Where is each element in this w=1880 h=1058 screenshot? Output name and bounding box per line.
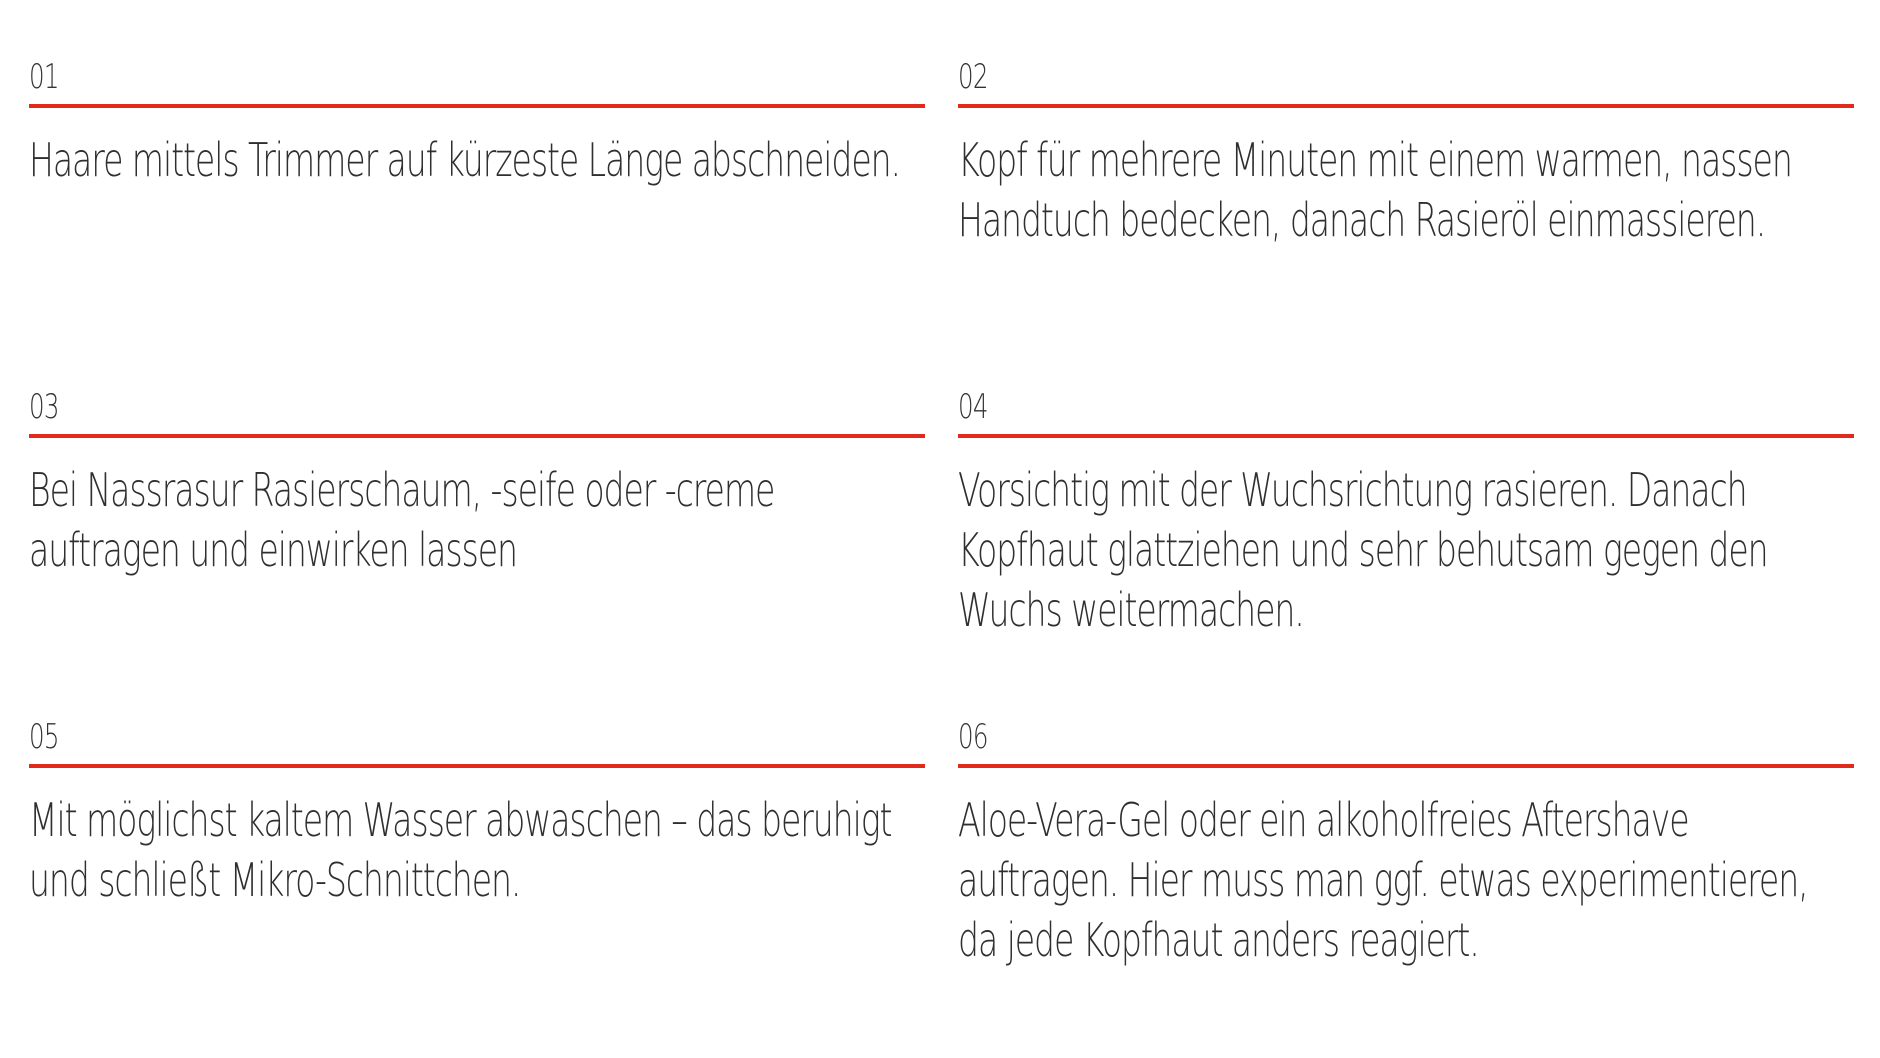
step-description: Kopf für mehrere Minuten mit einem warmen, nassen Handtuch bedecken, danach Rasieröl einmassieren. xyxy=(958,133,1792,247)
step-divider xyxy=(958,434,1854,438)
step-03 xyxy=(29,386,925,716)
step-divider xyxy=(958,764,1854,768)
step-divider xyxy=(29,104,925,108)
step-number: 06 xyxy=(958,717,988,757)
step-number: 04 xyxy=(958,387,988,427)
step-01 xyxy=(29,56,925,386)
step-divider xyxy=(958,104,1854,108)
step-number: 01 xyxy=(29,57,59,97)
step-divider xyxy=(29,764,925,768)
step-description: Vorsichtig mit der Wuchsrichtung rasieren. Danach Kopfhaut glattziehen und sehr behutsam gegen den Wuchs weitermachen. xyxy=(958,463,1768,637)
step-number: 02 xyxy=(958,57,988,97)
steps-grid xyxy=(29,56,1854,1046)
step-description: Mit möglichst kaltem Wasser abwaschen – das beruhigt und schließt Mikro-Schnittchen. xyxy=(29,793,892,907)
step-06 xyxy=(958,716,1854,1046)
step-number: 03 xyxy=(29,387,59,427)
step-02 xyxy=(958,56,1854,386)
step-description: Haare mittels Trimmer auf kürzeste Länge abschneiden. xyxy=(29,133,901,187)
step-number: 05 xyxy=(29,717,59,757)
step-description: Aloe-Vera-Gel oder ein alkoholfreies Aftershave auftragen. Hier muss man ggf. etwas experimentieren, da jede Kopfhaut anders reagiert. xyxy=(958,793,1808,967)
step-description: Bei Nassrasur Rasierschaum, -seife oder -creme auftragen und einwirken lassen xyxy=(29,463,775,577)
step-05 xyxy=(29,716,925,1046)
step-04 xyxy=(958,386,1854,716)
step-divider xyxy=(29,434,925,438)
